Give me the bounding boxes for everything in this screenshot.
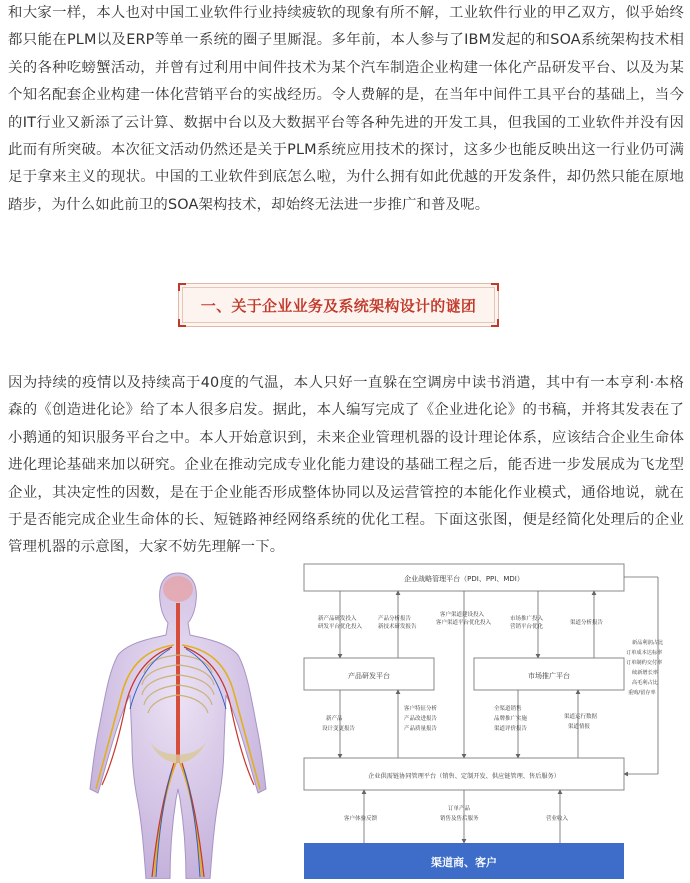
full-channel-label: 全渠道销售品牌推广实施渠道评价报告: [494, 706, 528, 732]
metrics-label: 新品利润占比 订单成本达标率 订单制约交付率 续新增长率 高毛利占比 重购/留存率: [626, 640, 664, 696]
market-input-label: 市场推广投入营销平台优化: [510, 616, 544, 630]
nervous-system-illustration: [78, 563, 278, 879]
customer-analysis-label: 客户特征分析产品改进报告产品质量报告: [404, 706, 438, 732]
channel-building-label: 客户渠道建设投入客户渠道平台优化投入: [436, 612, 492, 626]
channel-data-label: 渠道运行数据渠道情报: [564, 714, 598, 730]
intro-paragraph: 和大家一样，本人也对中国工业软件行业持续疲软的现象有所不解，工业软件行业的甲乙双方，似乎始终都只能在PLM以及ERP等单一系统的圈子里厮混。多年前，本人参与了IBM发起的和SOA系统架构技术相关的各种吃螃蟹活动，并曾有过利用中间件技术为某个汽车制造企业构建一体化产品研发平台、以及为某个知名配套企业构建一体化营销平台的实战经历。令人费解的是，在当年中间件工具平台的基础上，当今的IT行业又新添了云计算、数据中台以及大数据平台等各种先进的开发工具，但我国的工业软件并没有因此而有所突破。本次征文活动仍然还是关于PLM系统应用技术的探讨，这多少也能反映出这一行业仍可满足于拿来主义的现状。中国的工业软件到底怎么啦，为什么拥有如此优越的开发条件，却仍然只能在原地踏步，为什么如此前卫的SOA架构技术，却始终无法进一步推广和普及呢。: [8, 5, 684, 213]
rd-platform-label: 产品研发平台: [348, 672, 390, 680]
enterprise-management-diagram: [298, 558, 688, 883]
strategy-platform-label: 企业战略管理平台（PDI、PPI、MDI）: [404, 575, 524, 583]
customer-feedback-label: 客户体验反馈: [344, 816, 378, 822]
section-heading-box: [178, 283, 499, 327]
market-platform-label: 市场推广平台: [528, 672, 570, 680]
corner-ornament: [491, 319, 499, 327]
channel-customer-label: 渠道商、客户: [431, 856, 497, 869]
body-paragraph: 因为持续的疫情以及持续高于40度的气温，本人只好一直躲在空调房中读书消遣，其中有一本亨利·本格森的《创造进化论》给了本人很多启发。据此，本人编写完成了《企业进化论》的书稿，并将其发表在了小鹅通的知识服务平台之中。本人开始意识到，未来企业管理机器的设计理论体系，应该结合企业生命体进化理论基础来加以研究。企业在推动完成专业化能力建设的基础工程之后，能否进一步发展成为飞龙型企业，其决定性的因数，是在于企业能否形成整体协同以及运营管控的本能化作业模式，通俗地说，就在于是否能完成企业生命体的长、短链路神经网络系统的优化工程。下面这张图，便是经简化处理后的企业管理机器的示意图，大家不妨先理解一下。: [8, 375, 684, 556]
corner-ornament: [178, 283, 186, 291]
supply-platform-label: 企业供需链协同管理平台（销售、定制开发、供应链管理、售后服务）: [368, 773, 560, 780]
corner-ornament: [491, 283, 499, 291]
new-product-label: 新产品设计变更报告: [322, 716, 356, 732]
sales-income-label: 营业收入: [546, 816, 569, 822]
order-product-label: 订单产品销售及售后服务: [440, 806, 479, 822]
corner-ornament: [178, 319, 186, 327]
channel-report-label: 渠道分析报告: [570, 620, 604, 626]
product-analysis-label: 产品分析报告新技术研发报告: [378, 616, 417, 630]
rd-input-label: 新产品研发投入研发平台优化投入: [318, 616, 363, 630]
section-heading: 一、关于企业业务及系统架构设计的谜团: [200, 297, 477, 315]
